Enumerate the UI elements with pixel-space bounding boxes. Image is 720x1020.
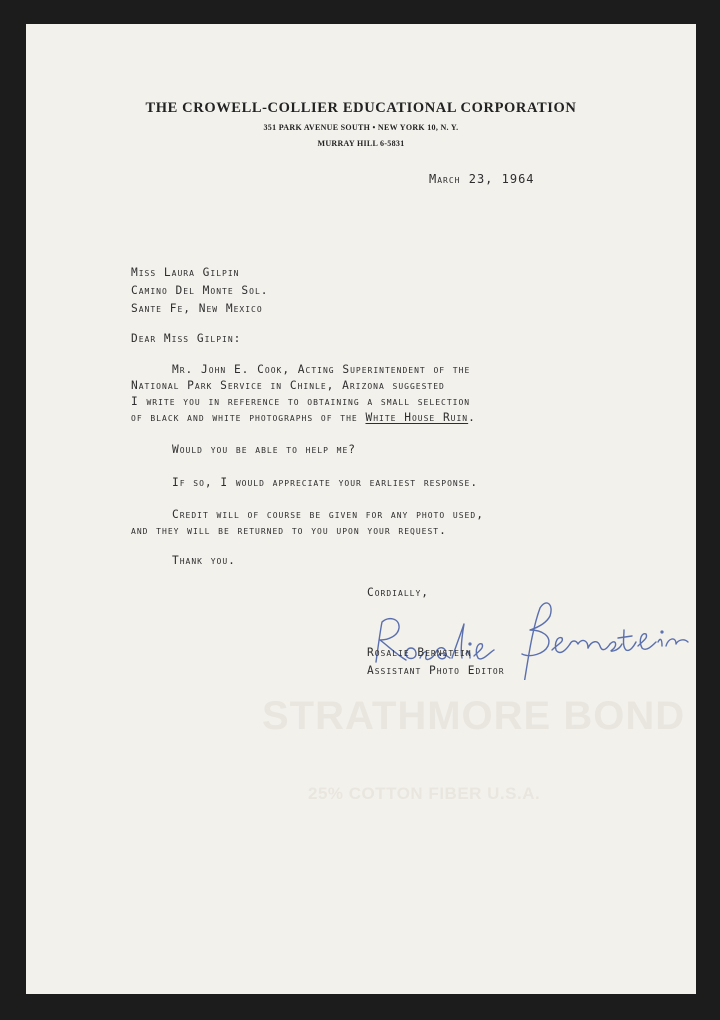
signer-name: Rosalie Bernstein [367,646,472,659]
body-line [131,411,476,424]
body-text: of black and white photographs of the [131,411,366,424]
body-text: . [468,411,476,424]
signer-title: Assistant Photo Editor [367,664,505,677]
salutation: Dear Miss Gilpin: [131,332,242,345]
recipient-street: Camino Del Monte Sol. [131,284,269,297]
recipient-name: Miss Laura Gilpin [131,266,240,279]
body-line: If so, I would appreciate your earliest response. [172,476,479,489]
body-line: I write you in reference to obtaining a small selection [131,395,471,408]
letterhead-phone: MURRAY HILL 6-5831 [317,139,405,148]
letterhead-address: 351 PARK AVENUE SOUTH • NEW YORK 10, N. Y. [263,123,459,132]
letter-date: March 23, 1964 [429,172,535,186]
watermark-brand: STRATHMORE BOND [262,694,686,738]
closing: Cordially, [367,586,430,599]
letter-sheet [26,24,696,994]
body-line: and they will be returned to you upon your request. [131,524,447,537]
body-line: Thank you. [172,554,236,567]
body-line: Mr. John E. Cook, Acting Superintendent of the [172,363,471,376]
body-line: Credit will of course be given for any photo used, [172,508,484,521]
letterhead-company: THE CROWELL-COLLIER EDUCATIONAL CORPORATION [145,100,577,116]
body-line: Would you be able to help me? [172,443,357,456]
recipient-city: Sante Fe, New Mexico [131,302,263,315]
watermark-fiber: 25% COTTON FIBER U.S.A. [308,784,541,803]
body-line: National Park Service in Chinle, Arizona suggested [131,379,445,392]
underlined-site-name: White House Ruin [365,411,469,424]
